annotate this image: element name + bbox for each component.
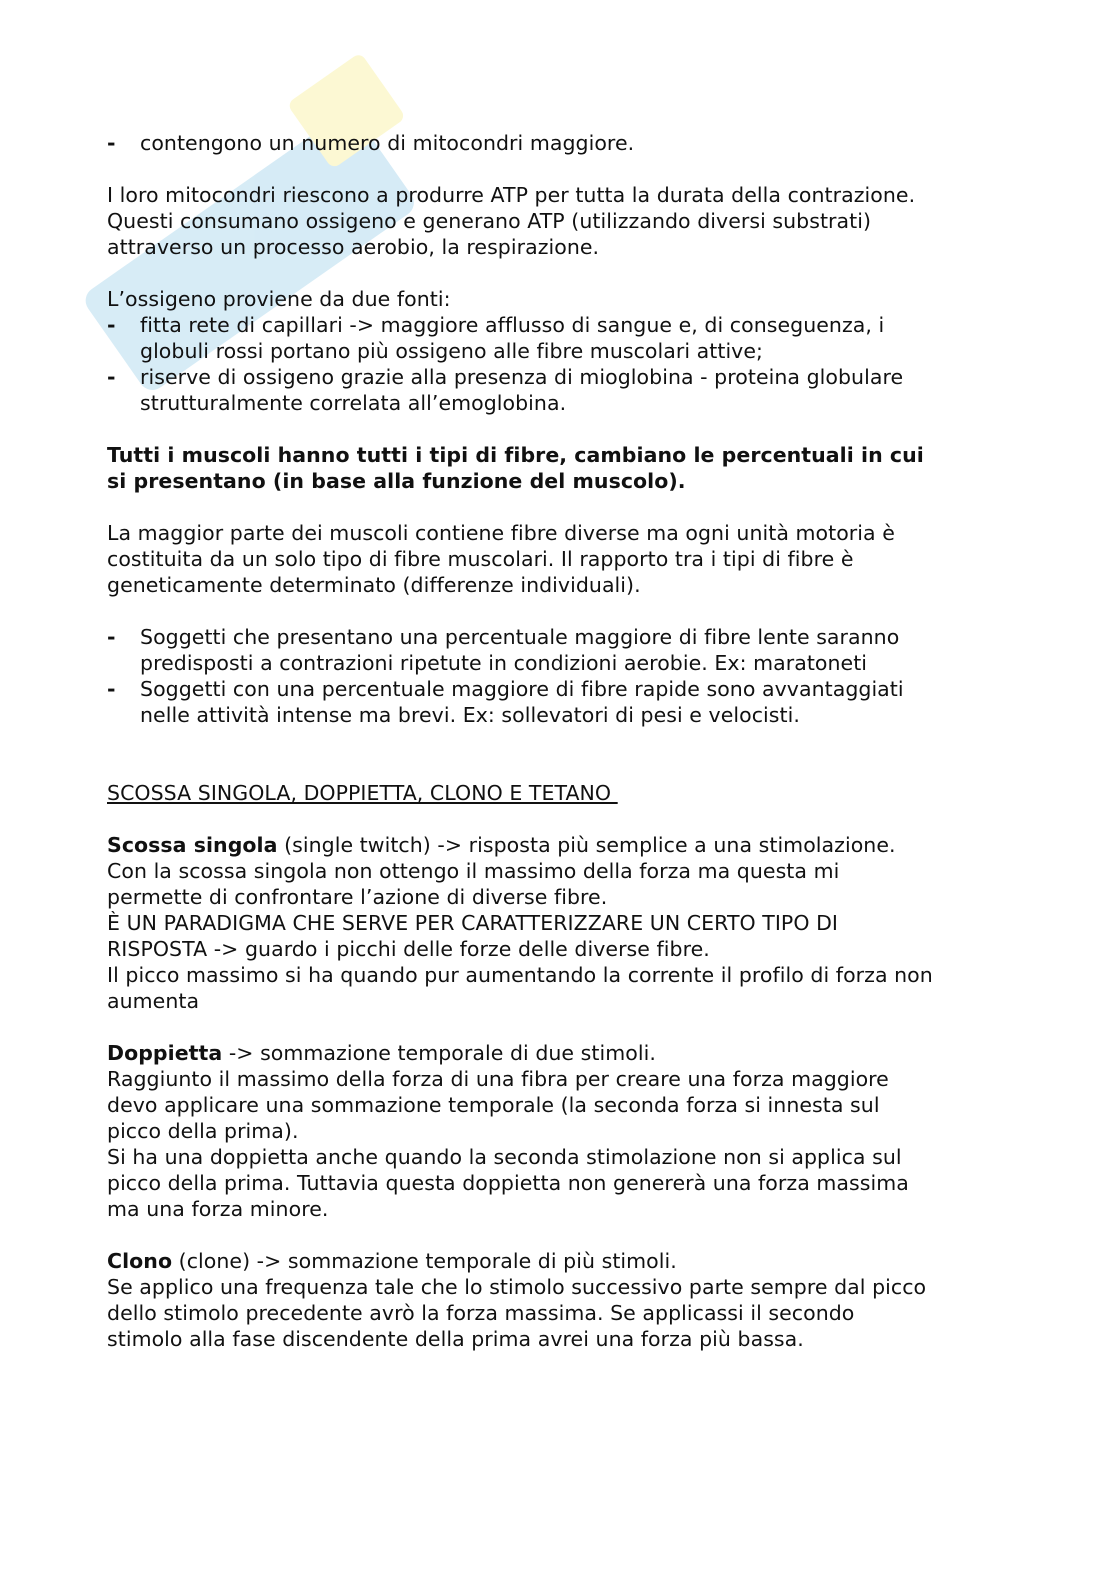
list-item: - fitta rete di capillari -> maggiore afflusso di sangue e, di conseguenza, i globuli rossi portano più ossigeno alle fibre muscolari attive;: [107, 313, 885, 363]
paragraph: La maggior parte dei muscoli contiene fibre diverse ma ogni unità motoria è costituita da un solo tipo di fibre muscolari. Il rapporto tra i tipi di fibre è geneticamente determinato (differenze individuali).: [107, 521, 895, 597]
term-scossa-singola: Scossa singola: [107, 833, 278, 857]
term-doppietta: Doppietta: [107, 1041, 223, 1065]
bullet-dash: -: [107, 625, 116, 649]
term-clono: Clono: [107, 1249, 173, 1273]
list-item-text: contengono un numero di mitocondri maggiore.: [140, 131, 635, 155]
paragraph: I loro mitocondri riescono a produrre ATP per tutta la durata della contrazione. Questi consumano ossigeno e generano ATP (utilizzando diversi substrati) attraverso un processo aerobio, la respirazione.: [107, 183, 916, 259]
bullet-dash: -: [107, 677, 116, 701]
bold-statement: Tutti i muscoli hanno tutti i tipi di fibre, cambiano le percentuali in cui si presentano (in base alla funzione del muscolo).: [107, 443, 924, 493]
list-item: - riserve di ossigeno grazie alla presenza di mioglobina - proteina globulare strutturalmente correlata all’emoglobina.: [107, 365, 904, 415]
document-page: [107, 130, 1012, 1352]
bullet-dash: -: [107, 365, 116, 389]
clono-paragraph: Clono (clone) -> sommazione temporale di più stimoli. Se applico una frequenza tale che lo stimolo successivo parte sempre dal picco dello stimolo precedente avrò la forza massima. Se applicassi il secondo stimolo alla fase discendente della prima avrei una forza più bassa.: [107, 1249, 927, 1351]
bullet-dash: -: [107, 131, 116, 155]
list-item: [107, 130, 1012, 156]
list-item: - Soggetti con una percentuale maggiore di fibre rapide sono avvantaggiati nelle attività intense ma brevi. Ex: sollevatori di pesi e velocisti.: [107, 677, 904, 727]
scossa-singola-paragraph: Scossa singola (single twitch) -> risposta più semplice a una stimolazione. Con la scossa singola non ottengo il massimo della forza ma questa mi permette di confrontare l’azione di diverse fibre. È UN PARADIGMA CHE SERVE PER CARATTERIZZARE UN CERTO TIPO DI RISPOSTA -> guardo i picchi delle forze delle diverse fibre. Il picco massimo si ha quando pur aumentando la corrente il profilo di forza non aumenta: [107, 833, 933, 1013]
bullet-dash: -: [107, 313, 116, 337]
doppietta-paragraph: Doppietta -> sommazione temporale di due stimoli. Raggiunto il massimo della forza di una fibra per creare una forza maggiore devo applicare una sommazione temporale (la seconda forza si innesta sul picco della prima). Si ha una doppietta anche quando la seconda stimolazione non si applica sul picco della prima. Tuttavia questa doppietta non genererà una forza massima ma una forza minore.: [107, 1041, 909, 1221]
section-title: SCOSSA SINGOLA, DOPPIETTA, CLONO E TETANO: [107, 781, 618, 805]
oxygen-heading: L’ossigeno proviene da due fonti:: [107, 287, 451, 311]
list-item: - Soggetti che presentano una percentuale maggiore di fibre lente saranno predisposti a contrazioni ripetute in condizioni aerobie. Ex: maratoneti: [107, 625, 900, 675]
